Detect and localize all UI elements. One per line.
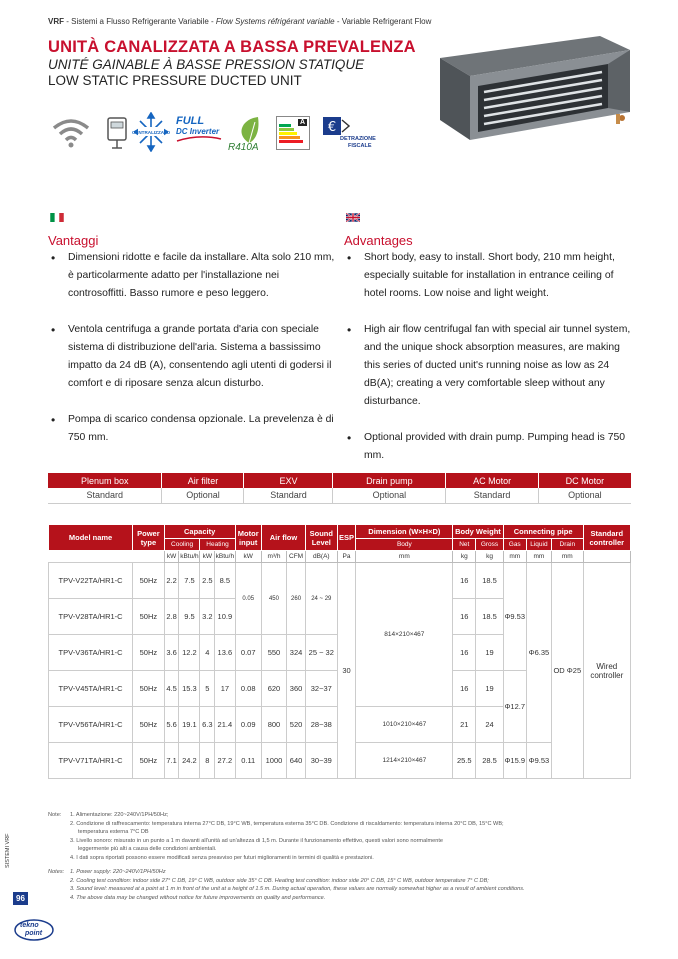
esp-cell: 30 [337,563,356,779]
model-cell: TPV-V36TA/HR1-C [49,635,133,671]
power-cell: 50Hz [133,635,165,671]
list-item: • Pompa di scarico condensa opzionale. La prevelenza è di 750 mm. [48,411,338,447]
list-item: • High air flow centrifugal fan with special air tunnel system, and the unique shock absorption measures, are making this series of ducted unit's running noise as low as 24 dB(A); creating a very comfortable sleep without any disturbance. [344,321,634,411]
spec-header-row [49,525,631,539]
section-label: SISTEMI VRF [5,833,11,868]
feature-icons [48,108,388,168]
motor-cell: 0.08 [235,671,261,707]
heat-btu-cell: 13.6 [215,635,235,671]
energy-bar [279,140,303,143]
energy-bar [279,128,294,131]
model-cell: TPV-V56TA/HR1-C [49,707,133,743]
spec-table [48,524,631,779]
bc-vrf: VRF [48,17,64,26]
unit-cell: CFM [287,551,306,563]
gas-cell: Φ9.53 [503,563,526,671]
body-cell: 1214×210×467 [356,743,453,779]
wifi-icon [52,116,90,148]
acc-value: Standard [446,488,539,503]
notes-italian [48,811,633,863]
accessories-table [48,473,631,504]
m3h-cell: 620 [261,671,286,707]
unit-cell: dB(A) [306,551,338,563]
net-cell: 21 [453,707,476,743]
heat-kw-cell: 6.3 [200,707,215,743]
note-line: 3. Livello sonoro: misurato in un punto a 1 m davanti all'unità ad un'altezza di 1,5 m. Durante il funzionamento effettivo, questi valori sono normalmente [70,837,443,844]
cfm-cell: 324 [287,635,306,671]
h-sound: Sound Level [306,525,338,551]
power-cell: 50Hz [133,707,165,743]
notes-label: Notes: [48,869,65,875]
unit-cell: m³/h [261,551,286,563]
cool-btu-cell: 24.2 [179,743,200,779]
page-title-english: LOW STATIC PRESSURE DUCTED UNIT [48,73,302,88]
note-line: 4. I dati sopra riportati possono essere modificati senza preavviso per futuri miglioramenti in termini di qualità e prestazioni. [70,854,374,861]
sound-cell: 24 ~ 29 [306,563,338,635]
model-cell: TPV-V45TA/HR1-C [49,671,133,707]
gross-cell: 19 [476,671,503,707]
cool-btu-cell: 19.1 [179,707,200,743]
energy-class: A [299,119,305,126]
cool-kw-cell: 3.6 [164,635,179,671]
heat-btu-cell: 8.5 [215,563,235,599]
english-heading: Advantages [344,233,413,248]
net-cell: 16 [453,563,476,599]
unit-cell: mm [503,551,526,563]
acc-value: Optional [162,488,244,503]
note-line: 1. Power supply: 220~240V/1PH/50Hz [70,869,166,875]
heat-kw-cell: 4 [200,635,215,671]
gross-cell: 18.5 [476,599,503,635]
gross-cell: 24 [476,707,503,743]
model-cell: TPV-V71TA/HR1-C [49,743,133,779]
unit-cell: Pa [337,551,356,563]
acc-value: Standard [244,488,333,503]
h-heating: Heating [200,539,235,551]
m3h-cell: 800 [261,707,286,743]
h-gas: Gas [503,539,526,551]
full-dc-inverter-badge [176,114,224,144]
italian-bullets [48,249,338,465]
h-net: Net [453,539,476,551]
power-cell: 50Hz [133,599,165,635]
cool-kw-cell: 5.6 [164,707,179,743]
h-liquid: Liquid [526,539,551,551]
notes-label: Note: [48,812,62,818]
net-cell: 16 [453,635,476,671]
logo-top-text: tekno [20,922,39,929]
cool-kw-cell: 4.5 [164,671,179,707]
unit-blank [133,551,165,563]
h-body: Body [356,539,453,551]
acc-header: EXV [244,473,333,488]
notes-english [48,868,633,904]
gas-cell: Φ12.7 [503,671,526,743]
ducted-unit-image [430,28,635,143]
unit-cell: kg [453,551,476,563]
full-label: FULL [176,115,205,127]
h-cooling: Cooling [164,539,200,551]
list-item: • Short body, easy to install. Short body, 210 mm height, especially suitable for installation in entrance ceiling of hotel rooms. Low noise and light weight. [344,249,634,303]
acc-header: Drain pump [333,473,446,488]
italian-flag-icon [50,213,64,222]
list-item: • Ventola centrifuga a grande portata d'aria con speciale sistema di distribuzione dell'aria. Sistema a bassissimo impatto da 24 dB (A), consentendo agli utenti di godersi il comfort e di riposare senza alcun disturbo. [48,321,338,393]
h-power: Power type [133,525,165,551]
controller-cell: Wired controller [583,563,630,779]
sound-cell: 28~38 [306,707,338,743]
acc-header: DC Motor [538,473,631,488]
gross-cell: 19 [476,635,503,671]
note-line: leggermente più alti a causa delle condizioni ambientali. [78,846,217,852]
heat-btu-cell: 17 [215,671,235,707]
energy-bar [279,136,300,139]
bc-sep: - [64,17,72,26]
italian-heading: Vantaggi [48,233,99,248]
motor-cell: 0.05 [235,563,261,635]
gross-cell: 18.5 [476,563,503,599]
heat-kw-cell: 3.2 [200,599,215,635]
h-airflow: Air flow [261,525,305,551]
model-cell: TPV-V28TA/HR1-C [49,599,133,635]
motor-cell: 0.11 [235,743,261,779]
accessories-value-row [48,488,631,503]
gross-cell: 28.5 [476,743,503,779]
breadcrumb [48,17,431,26]
note-line: 1. Alimentazione: 220~240V/1PH/50Hz; [70,812,169,818]
sound-cell: 25 ~ 32 [306,635,338,671]
page-title: UNITÀ CANALIZZATA A BASSA PREVALENZA [48,38,416,56]
acc-header: Plenum box [48,473,162,488]
unit-cell: kW [235,551,261,563]
body-cell: 1010×210×467 [356,707,453,743]
cfm-cell: 260 [287,563,306,635]
net-cell: 25.5 [453,743,476,779]
heat-btu-cell: 27.2 [215,743,235,779]
h-drain: Drain [552,539,584,551]
unit-cell: mm [552,551,584,563]
power-cell: 50Hz [133,563,165,599]
unit-cell: kg [476,551,503,563]
unit-blank [49,551,133,563]
m3h-cell: 550 [261,635,286,671]
note-line: 2. Condizione di raffrescamento: temperatura interna 27°C DB, 19°C WB, temperatura esterna 35°C DB. Condizione di riscaldamento: temperatura interna 20°C DB, 15°C WB; [70,820,504,827]
svg-text:€: € [327,120,337,135]
dc-inverter-label: DC Inverter [176,127,220,136]
acc-header: AC Motor [446,473,539,488]
liquid-cell: Φ6.35 [526,563,551,743]
heat-btu-cell: 10.9 [215,599,235,635]
power-cell: 50Hz [133,671,165,707]
energy-bar [279,132,297,135]
liquid-cell: Φ9.53 [526,743,551,779]
list-item: • Optional provided with drain pump. Pumping head is 750 mm. [344,429,634,465]
spec-unit-row [49,551,631,563]
note-line: temperatura esterna 7°C DB [78,829,149,835]
cool-btu-cell: 7.5 [179,563,200,599]
bc-italian: Sistemi a Flusso Refrigerante Variabile [71,17,209,26]
motor-cell: 0.09 [235,707,261,743]
unit-cell: kW [200,551,215,563]
note-line: 3. Sound level: measured at a point at 1 m in front of the unit at a height of 1.5 m. During actual operation, these values are normally somewhat higher as a result of ambient conditions. [70,886,525,892]
centralized-icon [131,112,171,152]
cool-kw-cell: 7.1 [164,743,179,779]
cfm-cell: 520 [287,707,306,743]
cool-kw-cell: 2.2 [164,563,179,599]
page-title-french: UNITÉ GAINABLE À BASSE PRESSION STATIQUE [48,57,365,72]
acc-value: Optional [333,488,446,503]
energy-bar [279,124,291,127]
sound-cell: 30~39 [306,743,338,779]
uk-flag-icon [346,213,360,222]
acc-header: Air filter [162,473,244,488]
note-line: 4. The above data may be changed without notice for future improvements on quality and performance. [70,894,326,901]
swoosh-icon [176,136,222,142]
heat-kw-cell: 8 [200,743,215,779]
h-pipe: Connecting pipe [503,525,583,539]
heat-kw-cell: 5 [200,671,215,707]
energy-label-icon [276,116,310,150]
cool-btu-cell: 12.2 [179,635,200,671]
r410a-badge [228,116,264,154]
r410a-label: R410A [228,142,259,153]
m3h-cell: 450 [261,563,286,635]
euro-scissors-icon [320,114,350,138]
h-controller: Standard controller [583,525,630,551]
cfm-cell: 640 [287,743,306,779]
tax-deduction-badge [320,114,382,158]
table-row [49,563,631,599]
bc-sep: - [208,17,216,26]
unit-cell: kBtu/h [179,551,200,563]
unit-cell: kW [164,551,179,563]
unit-blank [583,551,630,563]
unit-cell: mm [526,551,551,563]
list-item: • Dimensioni ridotte e facile da installare. Alta solo 210 mm, è particolarmente adatto per l'installazione nei controsoffitti. Basso rumore e peso leggero. [48,249,338,303]
bc-english: Variable Refrigerant Flow [341,17,432,26]
h-esp: ESP [337,525,356,551]
heat-btu-cell: 21.4 [215,707,235,743]
note-line: 2. Cooling test condition: indoor side 27° C DB, 19° C WB, outdoor side 35° C DB. Heating test condition: indoor side 20° C DB, 15° C WB, outdoor temperature 7° C DB; [70,877,489,884]
heat-kw-cell: 2.5 [200,563,215,599]
meter-icon [106,114,128,152]
centralized-label: CENTRALIZZATO [131,129,171,135]
drain-cell: OD Φ25 [552,563,584,779]
h-model: Model name [49,525,133,551]
english-bullets [344,249,634,483]
cool-kw-cell: 2.8 [164,599,179,635]
motor-cell: 0.07 [235,635,261,671]
bc-french: Flow Systems réfrigérant variable [215,17,335,26]
h-bodyweight: Body Weight [453,525,503,539]
h-dimension: Dimension (W×H×D) [356,525,453,539]
page-number: 96 [13,892,28,905]
h-motor: Motor input [235,525,261,551]
cfm-cell: 360 [287,671,306,707]
accessories-header-row [48,473,631,488]
tekno-point-logo [14,918,54,942]
logo-bottom-text: point [25,930,43,937]
acc-value: Standard [48,488,162,503]
net-cell: 16 [453,599,476,635]
detrazione-label: DETRAZIONE [340,136,376,142]
net-cell: 16 [453,671,476,707]
fiscale-label: FISCALE [348,143,372,149]
unit-cell: kBtu/h [215,551,235,563]
m3h-cell: 1000 [261,743,286,779]
sound-cell: 32~37 [306,671,338,707]
h-capacity: Capacity [164,525,235,539]
power-cell: 50Hz [133,743,165,779]
unit-cell: mm [356,551,453,563]
cool-btu-cell: 9.5 [179,599,200,635]
gas-cell: Φ15.9 [503,743,526,779]
h-gross: Gross [476,539,503,551]
leaf-icon [238,116,260,144]
body-cell: 814×210×467 [356,563,453,707]
bc-sep: - [334,17,342,26]
model-cell: TPV-V22TA/HR1-C [49,563,133,599]
acc-value: Optional [538,488,631,503]
cool-btu-cell: 15.3 [179,671,200,707]
